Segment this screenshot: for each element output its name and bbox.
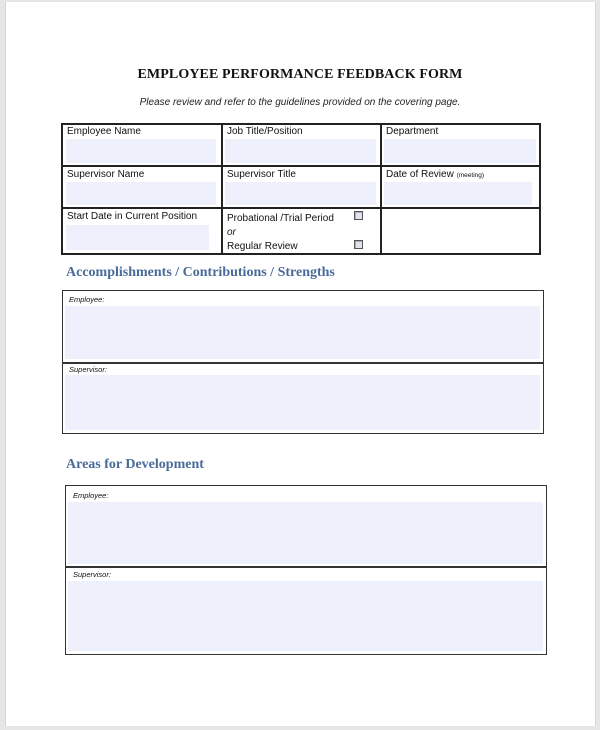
supervisor-title-field[interactable] <box>225 182 376 205</box>
department-field[interactable] <box>384 139 536 163</box>
job-title-label: Job Title/Position <box>227 126 303 137</box>
employee-label: Employee: <box>69 295 105 304</box>
probationary-label: Probational /Trial Period <box>227 213 334 224</box>
employee-info-table <box>61 123 541 255</box>
date-of-review-field[interactable] <box>384 182 532 205</box>
section-heading-accomplishments: Accomplishments / Contributions / Strengths <box>66 265 335 280</box>
divider <box>66 566 546 568</box>
department-label: Department <box>386 126 439 137</box>
date-of-review-note: (meeting) <box>456 172 485 179</box>
supervisor-name-field[interactable] <box>66 182 216 205</box>
development-box <box>65 485 547 655</box>
development-employee-field[interactable] <box>68 502 543 564</box>
supervisor-label: Supervisor: <box>73 570 111 579</box>
supervisor-name-label: Supervisor Name <box>67 169 145 180</box>
supervisor-label: Supervisor: <box>69 365 107 374</box>
form-title: EMPLOYEE PERFORMANCE FEEDBACK FORM <box>137 67 463 82</box>
or-label: or <box>227 227 236 238</box>
divider <box>221 125 223 253</box>
divider <box>63 207 539 209</box>
supervisor-title-label: Supervisor Title <box>227 169 296 180</box>
regular-review-label: Regular Review <box>227 241 298 252</box>
date-of-review-label <box>386 169 484 180</box>
start-date-field[interactable] <box>66 225 209 250</box>
start-date-label: Start Date in Current Position <box>67 211 198 222</box>
section-heading-development: Areas for Development <box>66 457 204 472</box>
divider <box>380 125 382 253</box>
divider <box>63 165 539 167</box>
form-subtitle: Please review and refer to the guidelines provided on the covering page. <box>139 97 461 108</box>
accomplishments-box <box>62 290 544 434</box>
date-of-review-text: Date of Review <box>386 169 454 180</box>
employee-name-label: Employee Name <box>67 126 141 137</box>
divider <box>63 362 543 364</box>
regular-review-checkbox[interactable] <box>354 240 363 249</box>
probationary-checkbox[interactable] <box>354 211 363 220</box>
employee-name-field[interactable] <box>66 139 216 163</box>
job-title-field[interactable] <box>225 139 376 163</box>
accomplishments-employee-field[interactable] <box>65 306 540 359</box>
accomplishments-supervisor-field[interactable] <box>65 375 540 430</box>
development-supervisor-field[interactable] <box>68 581 543 651</box>
employee-label: Employee: <box>73 491 109 500</box>
